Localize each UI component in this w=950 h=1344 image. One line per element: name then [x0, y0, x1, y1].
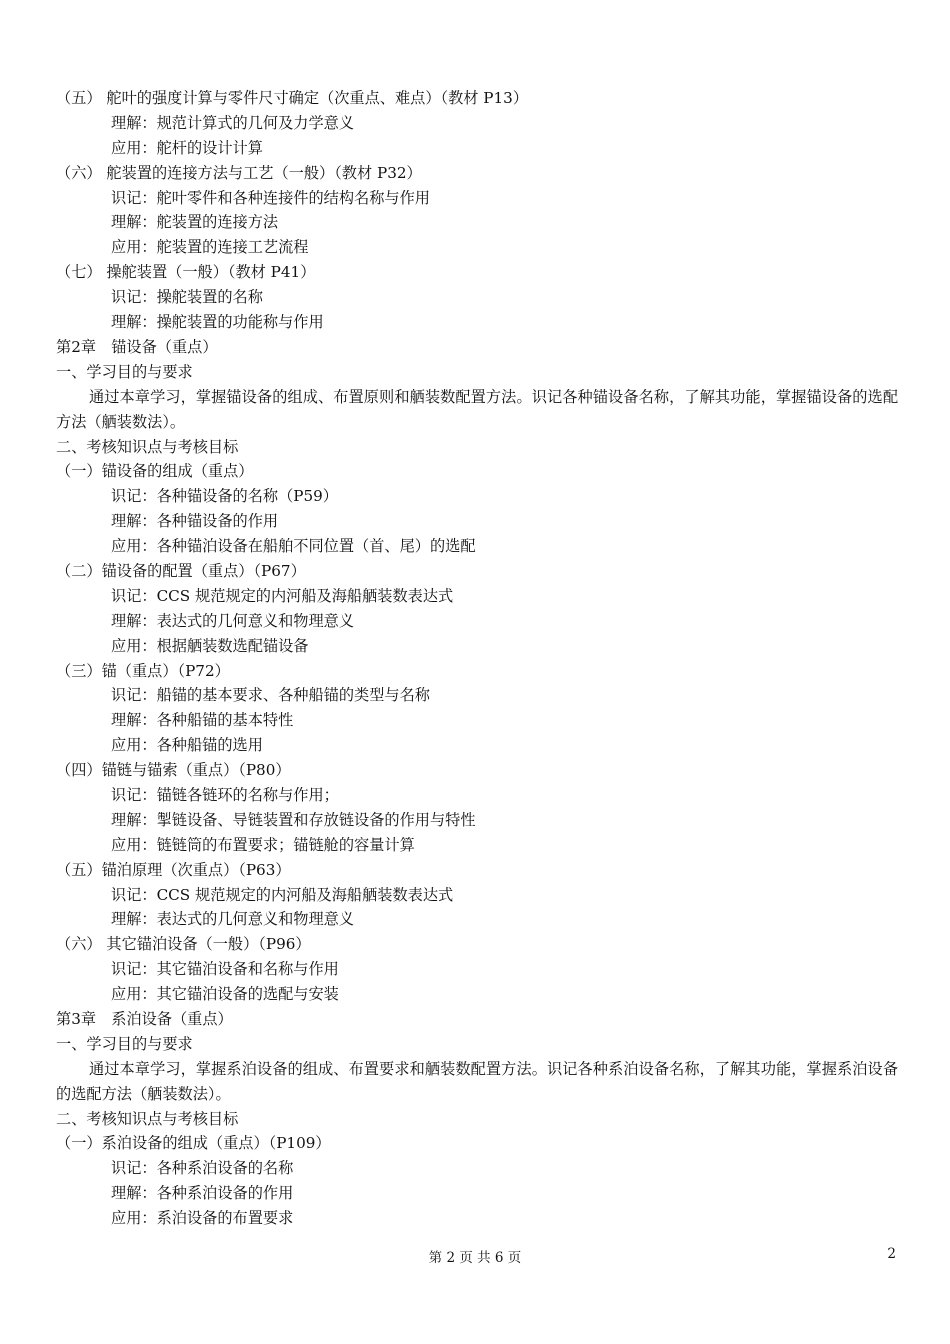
- item-line: 理解：各种锚设备的作用: [111, 512, 279, 531]
- section-line: （七） 操舵装置（一般）（教材 P41）: [56, 263, 316, 282]
- item-line: 应用：各种锚泊设备在船舶不同位置（首、尾）的选配: [111, 537, 476, 556]
- heading-line: 第2章 锚设备（重点）: [56, 337, 218, 356]
- section-line: （一）系泊设备的组成（重点）（P109）: [56, 1134, 331, 1153]
- item-line: 理解：各种船锚的基本特性: [111, 711, 294, 730]
- heading-line: 一、学习目的与要求: [56, 362, 193, 381]
- item-line: 理解：表达式的几何意义和物理意义: [111, 611, 354, 630]
- item-line: 理解：规范计算式的几何及力学意义: [111, 113, 354, 132]
- heading-line: 二、考核知识点与考核目标: [56, 437, 239, 456]
- section-line: （六） 舵装置的连接方法与工艺（一般）（教材 P32）: [56, 163, 422, 182]
- item-line: 理解：各种系泊设备的作用: [111, 1184, 294, 1203]
- paragraph: 通过本章学习，掌握系泊设备的组成、布置要求和舾装数配置方法。识记各种系泊设备名称，了解其功能，掌握系泊设备的选配方法（舾装数法）。: [56, 1059, 898, 1103]
- item-line: 识记：各种系泊设备的名称: [111, 1159, 294, 1178]
- item-line: 理解：表达式的几何意义和物理意义: [111, 910, 354, 929]
- item-line: 应用：各种船锚的选用: [111, 736, 263, 755]
- section-line: （一）锚设备的组成（重点）: [56, 462, 254, 481]
- section-line: （三）锚（重点）（P72）: [56, 661, 230, 680]
- page-footer: [0, 1246, 950, 1270]
- item-line: 识记：船锚的基本要求、各种船锚的类型与名称: [111, 686, 430, 705]
- item-line: 理解：操舵装置的功能称与作用: [111, 313, 324, 332]
- heading-line: 二、考核知识点与考核目标: [56, 1109, 239, 1128]
- item-line: 应用：系泊设备的布置要求: [111, 1209, 294, 1228]
- section-line: （五） 舵叶的强度计算与零件尺寸确定（次重点、难点）（教材 P13）: [56, 89, 529, 107]
- item-line: 识记：操舵装置的名称: [111, 288, 263, 307]
- section-line: （四）锚链与锚索（重点）（P80）: [56, 761, 291, 780]
- paragraph: 通过本章学习，掌握锚设备的组成、布置原则和舾装数配置方法。识记各种锚设备名称，了解其功能，掌握锚设备的选配方法（舾装数法）。: [56, 387, 898, 431]
- section-line: （六） 其它锚泊设备（一般）（P96）: [56, 935, 311, 954]
- item-line: 识记：其它锚泊设备和名称与作用: [111, 960, 339, 979]
- item-line: 识记：各种锚设备的名称（P59）: [111, 487, 338, 506]
- heading-line: 第3章 系泊设备（重点）: [56, 1009, 233, 1028]
- item-line: 理解：掣链设备、导链装置和存放链设备的作用与特性: [111, 810, 476, 829]
- section-line: （五）锚泊原理（次重点）（P63）: [56, 860, 291, 879]
- item-line: 应用：链链筒的布置要求；锚链舱的容量计算: [111, 835, 415, 854]
- item-line: 理解：舵装置的连接方法: [111, 213, 279, 232]
- item-line: 应用：其它锚泊设备的选配与安装: [111, 985, 339, 1004]
- item-line: 识记：CCS 规范规定的内河船及海船舾装数表达式: [111, 586, 454, 605]
- page-number: 2: [887, 1246, 896, 1262]
- document-body: [56, 86, 898, 1231]
- item-line: 应用：舵装置的连接工艺流程: [111, 238, 309, 257]
- section-line: （二）锚设备的配置（重点）（P67）: [56, 561, 306, 580]
- page-count-label: 第 2 页 共 6 页: [428, 1250, 522, 1266]
- heading-line: 一、学习目的与要求: [56, 1034, 193, 1053]
- item-line: 识记：舵叶零件和各种连接件的结构名称与作用: [111, 188, 430, 207]
- item-line: 应用：舵杆的设计计算: [111, 138, 263, 157]
- item-line: 应用：根据舾装数选配锚设备: [111, 636, 309, 655]
- item-line: 识记：CCS 规范规定的内河船及海船舾装数表达式: [111, 885, 454, 904]
- item-line: 识记：锚链各链环的名称与作用；: [111, 785, 339, 804]
